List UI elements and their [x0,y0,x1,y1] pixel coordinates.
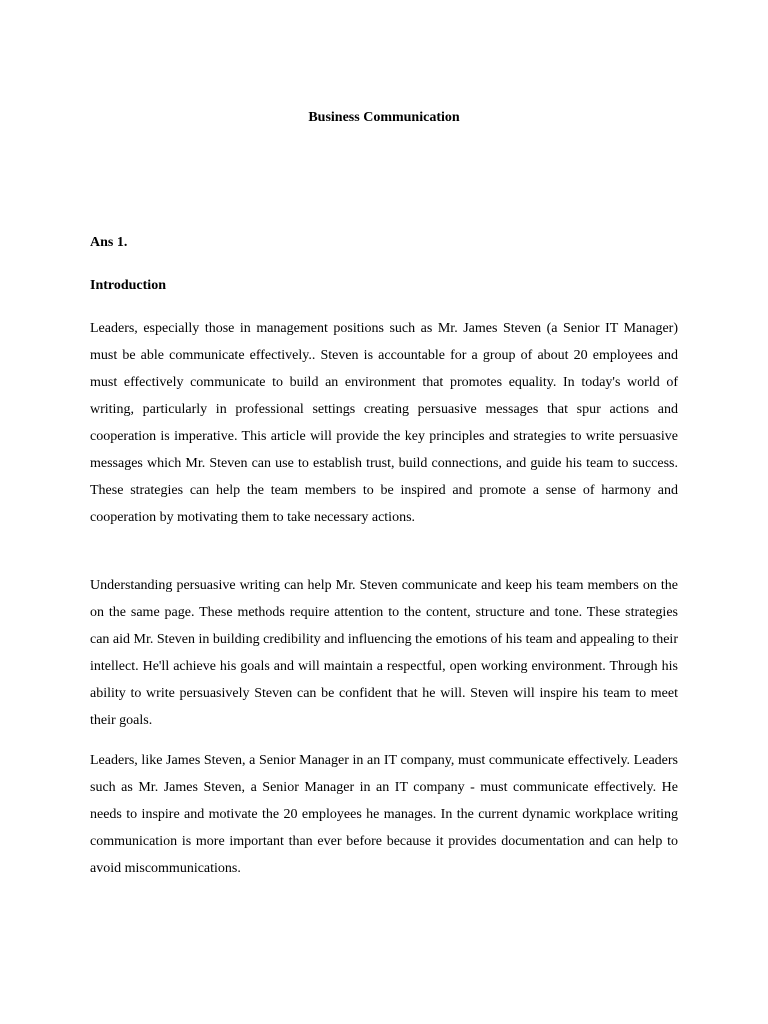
document-title: Business Communication [308,110,460,125]
paragraph-1: Leaders, especially those in management positions such as Mr. James Steven (a Senior IT Manager) must be able communicate effectively.. Steven is accountable for a group of about 20 employees and must effectively communicate to build an environment that promotes equality. In today's world of writing, particularly in professional settings creating persuasive messages that spur actions and cooperation is imperative. This article will provide the key principles and strategies to write persuasive messages which Mr. Steven can use to establish trust, build connections, and guide his team to success. These strategies can help the team members to be inspired and promote a sense of harmony and cooperation by motivating them to take necessary actions. [90,321,678,525]
paragraph-2: Understanding persuasive writing can help Mr. Steven communicate and keep his team members on the on the same page. These methods require attention to the content, structure and tone. These strategies can aid Mr. Steven in building credibility and influencing the emotions of his team and appealing to their intellect. He'll achieve his goals and will maintain a respectful, open working environment. Through his ability to write persuasively Steven can be confident that he will. Steven will inspire his team to meet their goals. [90,578,678,728]
paragraph-3: Leaders, like James Steven, a Senior Manager in an IT company, must communicate effectively. Leaders such as Mr. James Steven, a Senior Manager in an IT company - must communicate effectively. He needs to inspire and motivate the 20 employees he manages. In the current dynamic workplace writing communication is more important than ever before because it provides documentation and can help to avoid miscommunications. [90,753,678,876]
section-heading: Introduction [90,278,166,293]
answer-label: Ans 1. [90,235,128,250]
